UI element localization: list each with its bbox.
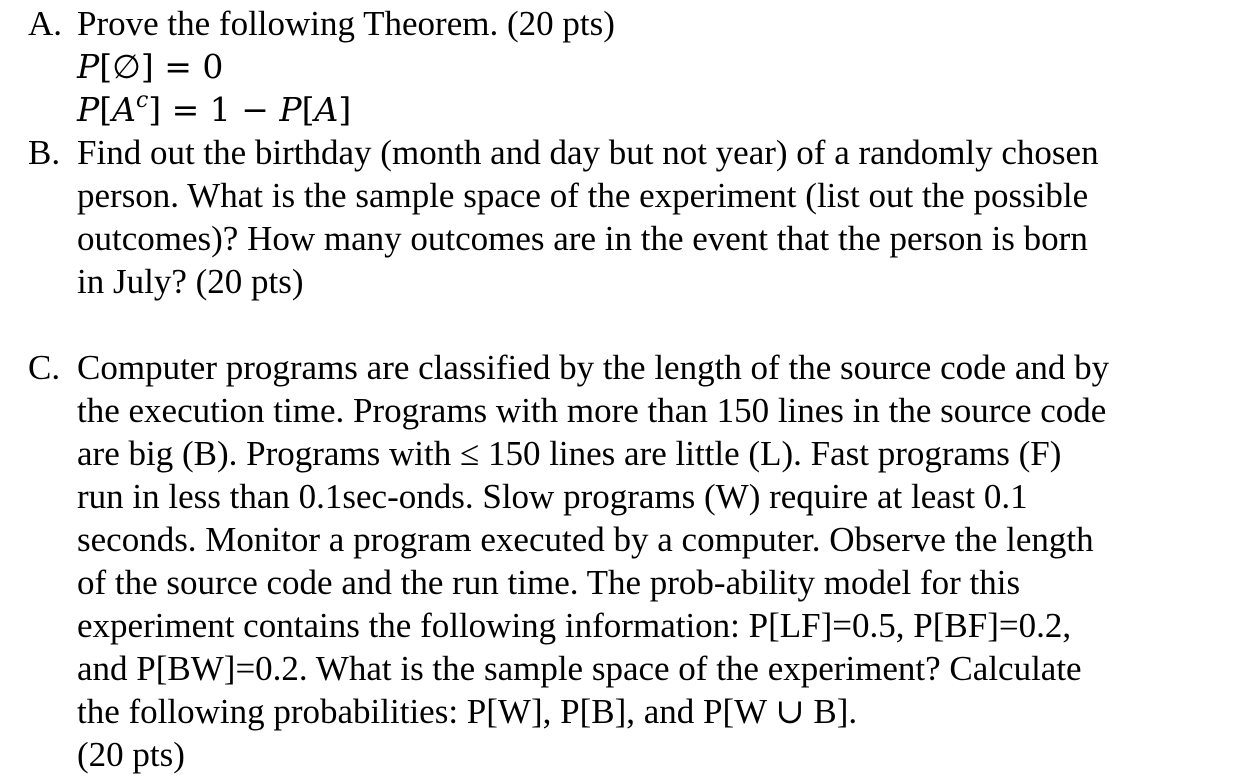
question-a-text: Prove the following Theorem. (20 pts) <box>77 4 615 43</box>
question-c-line: seconds. Monitor a program executed by a computer. Observe the length <box>77 520 1094 559</box>
formula2-close: ] <box>148 90 162 129</box>
question-c-line: are big (B). Programs with ≤ 150 lines are little (L). Fast programs (F) <box>77 434 1062 473</box>
formula2-p: P <box>77 90 100 129</box>
formula2-rhs-close: ] <box>338 90 352 129</box>
question-a-body <box>77 2 1237 130</box>
formula2-rhs-open: [ <box>301 90 315 129</box>
question-c-line: the following probabilities: P[W], P[B], and P[W ∪ B]. <box>77 692 858 731</box>
question-c-line: experiment contains the following information: P[LF]=0.5, P[BF]=0.2, <box>77 606 1072 645</box>
question-b-body <box>77 131 1237 303</box>
question-b-line: in July? (20 pts) <box>77 262 304 301</box>
theorem-formula-complement <box>77 89 1237 130</box>
question-b-line: outcomes)? How many outcomes are in the event that the person is born <box>77 219 1088 258</box>
question-c-body <box>77 346 1237 776</box>
formula1-arg: [∅] <box>99 47 154 86</box>
question-c-line: Computer programs are classified by the length of the source code and by <box>77 348 1110 387</box>
question-b-letter: B. <box>28 133 61 172</box>
question-c-letter: C. <box>28 348 61 387</box>
question-c-line: the execution time. Programs with more than 150 lines in the source code <box>77 391 1107 430</box>
question-a-letter: A. <box>28 4 63 43</box>
formula2-superscript: c <box>135 88 149 113</box>
question-c-line: and P[BW]=0.2. What is the sample space of the experiment? Calculate <box>77 649 1082 688</box>
question-c-line: of the source code and the run time. The prob-ability model for this <box>77 563 1021 602</box>
formula1-p: P <box>77 47 100 86</box>
formula2-set: A <box>112 90 136 129</box>
theorem-formula-empty-set <box>77 46 1237 87</box>
formula1-rhs: = 0 <box>153 47 224 86</box>
question-c-line: run in less than 0.1sec-onds. Slow programs (W) require at least 0.1 <box>77 477 1028 516</box>
question-b-line: Find out the birthday (month and day but not year) of a randomly chosen <box>77 133 1099 172</box>
question-c-line: (20 pts) <box>77 735 185 774</box>
formula2-middle: = 1 − <box>161 90 280 129</box>
formula2-rhs-p: P <box>279 90 302 129</box>
formula2-open: [ <box>99 90 113 129</box>
formula2-rhs-set: A <box>314 90 339 129</box>
question-b-line: person. What is the sample space of the experiment (list out the possible <box>77 176 1089 215</box>
